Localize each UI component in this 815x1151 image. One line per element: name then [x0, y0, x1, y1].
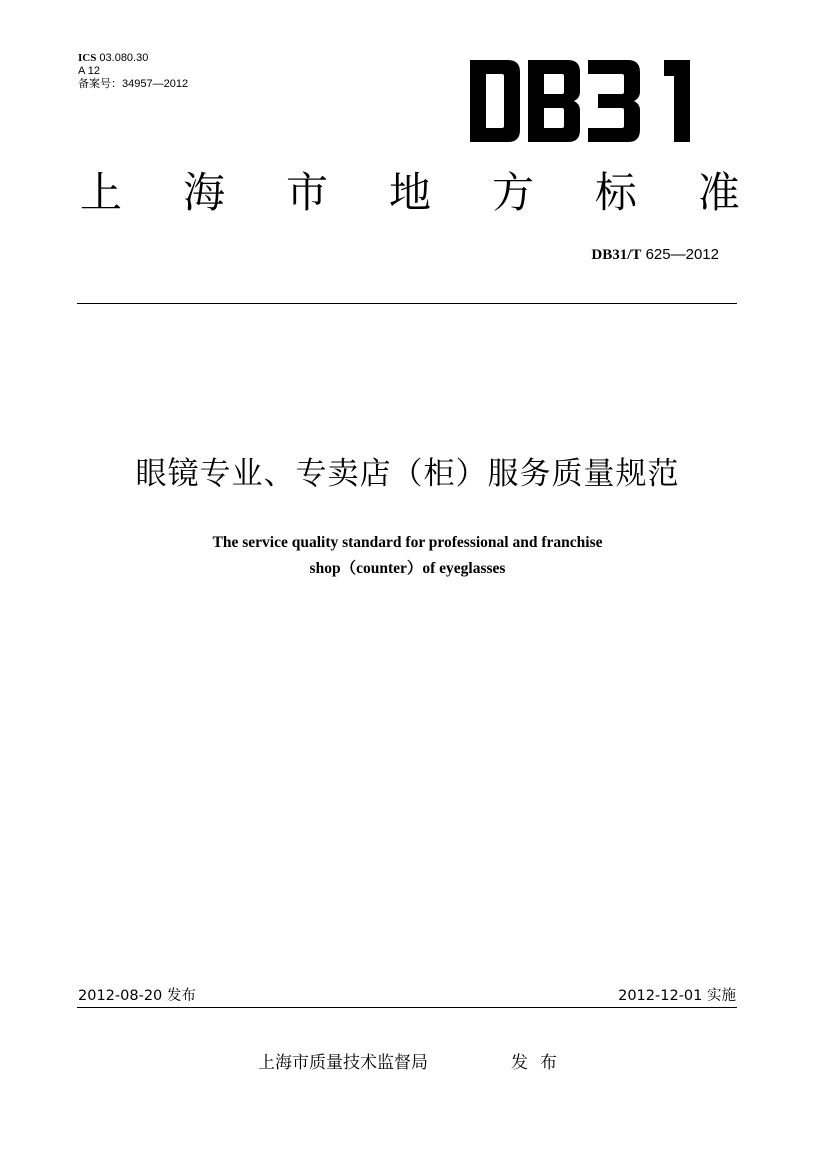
bottom-divider — [77, 1007, 737, 1008]
category-code: A 12 — [78, 65, 101, 77]
document-title-en-line1: The service quality standard for professional and franchise — [212, 534, 603, 551]
standard-type-char: 上 — [80, 168, 123, 217]
record-number: 34957—2012 — [122, 78, 189, 90]
standard-type-char: 市 — [285, 168, 328, 217]
standard-type-char: 海 — [182, 168, 225, 217]
publish-date: 2012-08-20 发布 — [78, 988, 196, 1004]
issuing-authority: 上海市质量技术监督局 — [258, 1053, 428, 1073]
standard-type-heading — [80, 165, 740, 221]
standard-type-char: 准 — [697, 168, 740, 217]
db31-logo — [468, 58, 700, 144]
document-title-en-line2: shop（counter）of eyeglasses — [309, 560, 506, 577]
standard-type-char: 地 — [388, 168, 431, 217]
standard-type-char: 标 — [594, 168, 637, 217]
ics-label: ICS — [78, 52, 97, 64]
issue-action: 发布 — [511, 1053, 569, 1073]
document-title-cn: 眼镜专业、专卖店（柜）服务质量规范 — [135, 456, 680, 492]
standard-number-prefix: DB31/T — [591, 247, 642, 263]
standard-number-value: 625—2012 — [645, 246, 719, 263]
record-line — [78, 78, 188, 91]
metadata-block — [78, 52, 188, 91]
ics-line — [78, 52, 188, 65]
implement-date: 2012-12-01 实施 — [618, 988, 736, 1004]
document-title-en — [0, 530, 815, 582]
standard-number — [591, 246, 719, 264]
record-label: 备案号： — [78, 78, 122, 90]
ics-code: 03.080.30 — [99, 52, 149, 64]
standard-type-char: 方 — [491, 168, 534, 217]
top-divider — [77, 303, 737, 304]
